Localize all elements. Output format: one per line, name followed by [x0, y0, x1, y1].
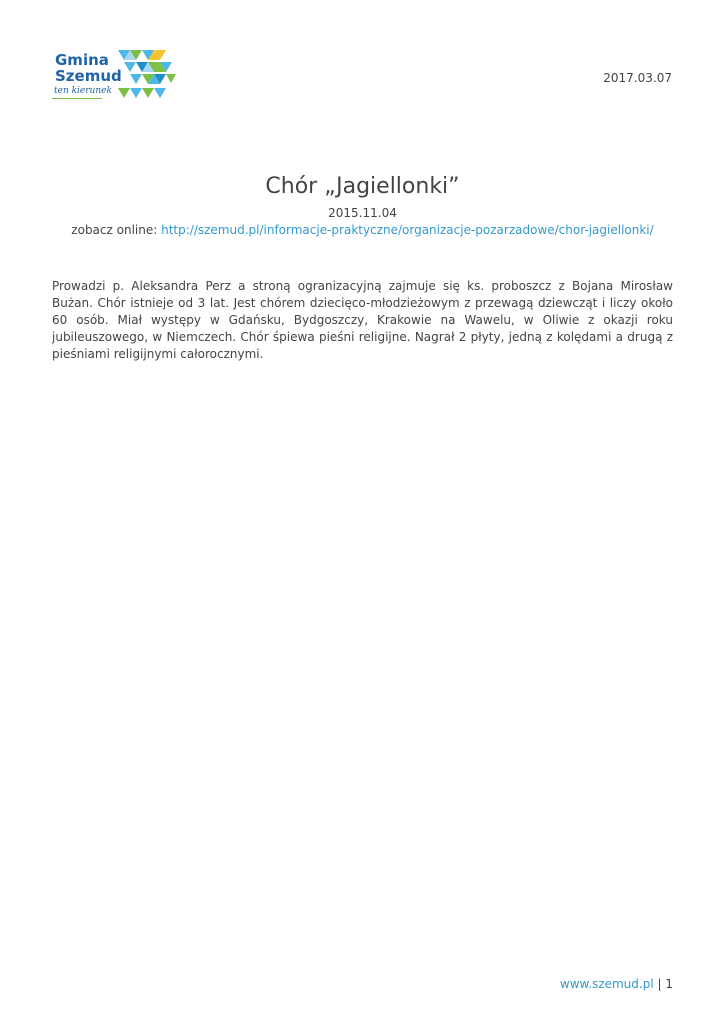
- page-footer: [560, 977, 673, 991]
- logo-line-szemud: Szemud: [55, 67, 122, 85]
- article-body: Prowadzi p. Aleksandra Perz a stroną ogranizacyjną zajmuje się ks. proboszcz z Bojana Mirosław Bużan. Chór istnieje od 3 lat. Jest chórem dziecięco-młodzieżowym z przewagą dziewcząt i liczy około 60 osób. Miał występy w Gdańsku, Bydgoszczy, Krakowie na Wawelu, w Oliwie z okazji roku jubileuszowego, w Niemczech. Chór śpiewa pieśni religijne. Nagrał 2 płyty, jedną z kolędami a drugą z pieśniami religijnymi całorocznymi.: [52, 279, 673, 361]
- footer-separator: |: [653, 977, 666, 991]
- publication-date: 2015.11.04: [328, 206, 397, 220]
- footer-site-link[interactable]: www.szemud.pl: [559, 977, 654, 991]
- view-online-line: [0, 223, 725, 237]
- view-online-link[interactable]: http://szemud.pl/informacje-praktyczne/organizacje-pozarzadowe/chor-jagiellonki/: [161, 223, 654, 237]
- page-title: Chór „Jagiellonki”: [265, 174, 460, 199]
- logo-underline: [52, 98, 102, 99]
- logo-tagline: ten kierunek: [54, 86, 112, 96]
- document-date: 2017.03.07: [603, 71, 672, 85]
- view-online-label: zobacz online:: [71, 223, 162, 237]
- gmina-szemud-logo: [52, 48, 182, 106]
- page-number: 1: [665, 977, 673, 991]
- logo-line-gmina: Gmina: [55, 51, 109, 69]
- logo-triangles-icon: [118, 50, 178, 102]
